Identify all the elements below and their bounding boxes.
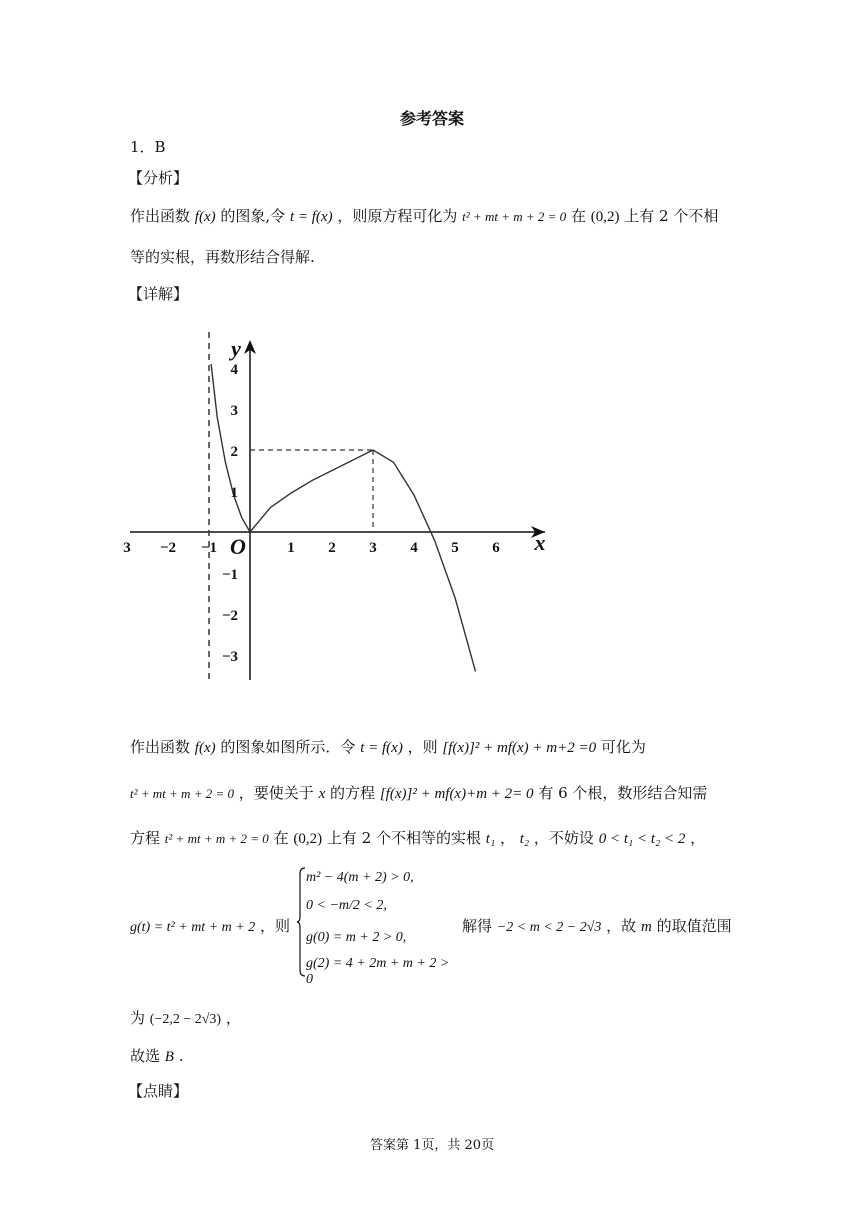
text: 故选 (130, 1047, 161, 1065)
x-tick-label: 6 (492, 540, 500, 556)
comment-heading: 【点睛】 (128, 1082, 189, 1100)
text: 的图象,令 (220, 207, 286, 225)
text: 作出函数 (130, 207, 191, 225)
math: [f(x)]² + mf(x)+m + 2= 0 (379, 786, 534, 802)
math: t² + mt + m + 2 = 0 (130, 786, 234, 801)
y-tick-label: −3 (221, 649, 238, 665)
math: g(t) = t² + mt + m + 2 (130, 920, 256, 935)
analysis-line-1 (130, 205, 718, 226)
math: t₁ (485, 831, 496, 847)
analysis-line-2: 等的实根，再数形结合得解. (130, 248, 315, 266)
system-line-4: g(2) = 4 + 2m + m + 2 > 0 (306, 956, 450, 987)
question-label: 1．B (130, 138, 166, 156)
text: ，不妨设 (533, 829, 594, 847)
text: 上有 2 个不相 (624, 207, 719, 225)
detail-line-5 (130, 1007, 241, 1028)
text: ，则 (259, 917, 290, 935)
x-tick-label: 1 (287, 540, 295, 556)
x-tick-label: 2 (328, 540, 336, 556)
text: 在 (273, 829, 289, 847)
detail-heading: 【详解】 (128, 285, 189, 303)
math: B (164, 1049, 174, 1065)
math: x (318, 786, 326, 802)
y-tick-label: −1 (221, 567, 238, 583)
detail-line-1 (130, 736, 646, 757)
text: ，则原方程可化为 (337, 207, 458, 225)
page-title: 参考答案 (400, 109, 465, 128)
text: 有 6 个根，数形结合知需 (538, 784, 708, 802)
math: f(x) (194, 740, 216, 756)
y-tick-label: −2 (221, 608, 238, 624)
math: t = f(x) (360, 740, 403, 756)
x-tick-label: 4 (410, 540, 418, 556)
y-tick-label: 1 (230, 485, 238, 501)
inequality-system (296, 866, 456, 987)
y-tick-label: 3 (230, 403, 238, 419)
text: 上有 2 个不相等的实根 (326, 829, 481, 847)
text: 的方程 (330, 784, 376, 802)
math: t = f(x) (289, 209, 333, 225)
system-line-2: 0 < −m/2 < 2, (306, 898, 387, 913)
y-axis-label: y (231, 336, 241, 361)
detail-line-4-left (130, 915, 290, 936)
math: t² + mt + m + 2 = 0 (462, 209, 567, 224)
origin-label: O (230, 534, 246, 559)
text: ，要使关于 (238, 784, 314, 802)
analysis-heading: 【分析】 (128, 169, 189, 187)
x-tick-label: 5 (451, 540, 459, 556)
text: 的取值范围 (656, 917, 732, 935)
text: 可化为 (600, 738, 646, 756)
text: 作出函数 (130, 738, 191, 756)
curve-segment-2 (250, 450, 373, 532)
x-tick-label: −2 (159, 540, 177, 556)
text: ， (225, 1009, 241, 1027)
text: ， (499, 829, 515, 847)
x-axis-label: x (534, 530, 546, 555)
system-line-1: m² − 4(m + 2) > 0, (306, 870, 414, 885)
text: . (178, 1047, 184, 1065)
text: ，则 (407, 738, 438, 756)
math: (0,2) (590, 209, 620, 225)
detail-line-3 (130, 827, 705, 848)
y-tick-label: 4 (230, 362, 238, 378)
detail-line-6 (130, 1045, 184, 1066)
text: 为 (130, 1009, 146, 1027)
y-tick-label: 2 (230, 444, 238, 460)
x-tick-label: 3 (123, 540, 131, 556)
text: ， (690, 829, 706, 847)
system-line-3: g(0) = m + 2 > 0, (306, 930, 407, 945)
x-tick-label: −1 (200, 540, 218, 556)
page-footer: 答案第 1页，共 20页 (370, 1138, 495, 1153)
math: −2 < m < 2 − 2√3 (496, 920, 602, 935)
text: ，故 (606, 917, 637, 935)
math: 0 < t₁ < t₂ < 2 (598, 831, 686, 847)
detail-line-2 (130, 782, 707, 803)
detail-line-4-right (462, 915, 732, 936)
left-brace-icon (296, 866, 306, 978)
text: 方程 (130, 829, 161, 847)
math: (−2,2 − 2√3) (149, 1012, 222, 1027)
text: 解得 (462, 917, 493, 935)
x-tick-label: 3 (369, 540, 377, 556)
curve-segment-3 (373, 450, 476, 671)
math: (0,2) (293, 831, 323, 847)
math: m (640, 919, 652, 935)
text: 的图象如图所示．令 (220, 738, 356, 756)
math: t₂ (519, 831, 530, 847)
math: f(x) (194, 209, 216, 225)
text: 在 (570, 207, 586, 225)
function-graph (120, 330, 560, 685)
math: t² + mt + m + 2 = 0 (164, 831, 269, 846)
math: [f(x)]² + mf(x) + m+2 =0 (442, 740, 597, 756)
